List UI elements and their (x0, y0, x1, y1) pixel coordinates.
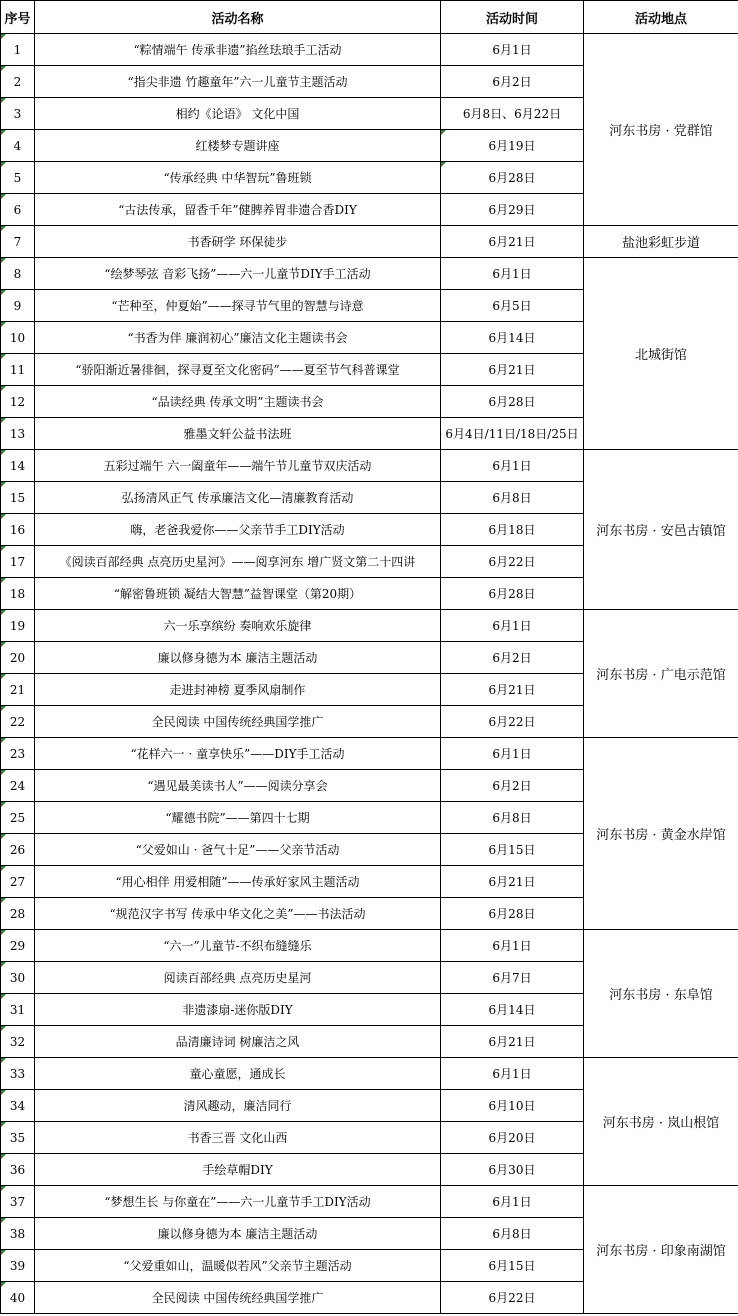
cell-activity-location: 河东书房 · 黄金水岸馆 (584, 738, 738, 930)
cell-activity-name: “指尖非遗 竹趣童年”六一儿童节主题活动 (35, 66, 441, 98)
cell-activity-name: “父爱重如山，温暖似若风”父亲节主题活动 (35, 1250, 441, 1282)
header-row (1, 1, 738, 34)
cell-no: 12 (1, 386, 35, 418)
cell-activity-location: 河东书房 · 东阜馆 (584, 930, 738, 1058)
cell-activity-date: 6月1日 (441, 610, 584, 642)
cell-activity-date: 6月21日 (441, 674, 584, 706)
cell-no: 8 (1, 258, 35, 290)
cell-activity-name: 手绘草帽DIY (35, 1154, 441, 1186)
cell-no: 6 (1, 194, 35, 226)
table-row (1, 930, 738, 962)
cell-activity-name: “规范汉字书写 传承中华文化之美”——书法活动 (35, 898, 441, 930)
cell-no: 24 (1, 770, 35, 802)
header-date: 活动时间 (441, 1, 584, 34)
cell-activity-date: 6月1日 (441, 1058, 584, 1090)
cell-activity-location: 河东书房 · 党群馆 (584, 34, 738, 226)
cell-no: 13 (1, 418, 35, 450)
cell-no: 10 (1, 322, 35, 354)
cell-activity-date: 6月29日 (441, 194, 584, 226)
cell-activity-date: 6月1日 (441, 1186, 584, 1218)
cell-no: 15 (1, 482, 35, 514)
cell-activity-location: 河东书房 · 广电示范馆 (584, 610, 738, 738)
cell-no: 9 (1, 290, 35, 322)
table-row (1, 1186, 738, 1218)
cell-activity-name: “骄阳渐近暑徘徊，探寻夏至文化密码”——夏至节气科普课堂 (35, 354, 441, 386)
cell-activity-location: 盐池彩虹步道 (584, 226, 738, 258)
cell-activity-date: 6月8日 (441, 482, 584, 514)
cell-activity-name: 非遗漆扇-迷你版DIY (35, 994, 441, 1026)
cell-activity-date: 6月1日 (441, 738, 584, 770)
cell-no: 3 (1, 98, 35, 130)
cell-activity-date: 6月21日 (441, 866, 584, 898)
cell-no: 14 (1, 450, 35, 482)
cell-activity-name: 走进封神榜 夏季风扇制作 (35, 674, 441, 706)
cell-activity-name: “耀德书院”——第四十七期 (35, 802, 441, 834)
cell-no: 29 (1, 930, 35, 962)
cell-activity-date: 6月4日/11日/18日/25日 (441, 418, 584, 450)
cell-activity-name: “绘梦琴弦 音彩飞扬”——六一儿童节DIY手工活动 (35, 258, 441, 290)
cell-activity-date: 6月8日 (441, 802, 584, 834)
cell-activity-name: “解密鲁班锁 凝结大智慧”益智课堂（第20期） (35, 578, 441, 610)
cell-activity-date: 6月28日 (441, 578, 584, 610)
cell-no: 18 (1, 578, 35, 610)
cell-no: 32 (1, 1026, 35, 1058)
cell-activity-date: 6月2日 (441, 770, 584, 802)
cell-activity-date: 6月18日 (441, 514, 584, 546)
table-row (1, 258, 738, 290)
cell-activity-name: “品读经典 传承文明”主题读书会 (35, 386, 441, 418)
cell-no: 34 (1, 1090, 35, 1122)
cell-activity-name: “古法传承，留香千年”健脾养胃非遗合香DIY (35, 194, 441, 226)
cell-activity-name: 五彩过端午 六一阖童年——端午节儿童节双庆活动 (35, 450, 441, 482)
cell-activity-date: 6月1日 (441, 930, 584, 962)
cell-no: 38 (1, 1218, 35, 1250)
cell-activity-date: 6月22日 (441, 1282, 584, 1314)
cell-no: 37 (1, 1186, 35, 1218)
activity-rows (1, 34, 738, 1314)
table-row (1, 738, 738, 770)
cell-activity-date: 6月5日 (441, 290, 584, 322)
cell-activity-date: 6月21日 (441, 1026, 584, 1058)
cell-activity-name: 廉以修身德为本 廉洁主题活动 (35, 642, 441, 674)
cell-no: 26 (1, 834, 35, 866)
cell-activity-name: 雅墨文轩公益书法班 (35, 418, 441, 450)
cell-no: 2 (1, 66, 35, 98)
cell-activity-location: 河东书房 · 印象南湖馆 (584, 1186, 738, 1314)
cell-activity-date: 6月28日 (441, 386, 584, 418)
cell-no: 27 (1, 866, 35, 898)
cell-no: 35 (1, 1122, 35, 1154)
cell-no: 4 (1, 130, 35, 162)
cell-activity-name: 《阅读百部经典 点亮历史星河》——阅享河东 增广贤文第二十四讲 (35, 546, 441, 578)
cell-no: 30 (1, 962, 35, 994)
cell-no: 20 (1, 642, 35, 674)
cell-activity-date: 6月2日 (441, 66, 584, 98)
cell-no: 7 (1, 226, 35, 258)
cell-no: 33 (1, 1058, 35, 1090)
cell-activity-name: 六一乐享缤纷 奏响欢乐旋律 (35, 610, 441, 642)
cell-no: 16 (1, 514, 35, 546)
cell-activity-date: 6月22日 (441, 546, 584, 578)
cell-no: 21 (1, 674, 35, 706)
cell-activity-date: 6月2日 (441, 642, 584, 674)
cell-activity-name: 嗨，老爸我爱你——父亲节手工DIY活动 (35, 514, 441, 546)
cell-activity-date: 6月1日 (441, 450, 584, 482)
cell-activity-date: 6月8日 (441, 1218, 584, 1250)
cell-activity-date: 6月28日 (441, 898, 584, 930)
cell-activity-name: “六一”儿童节-不织布缝缝乐 (35, 930, 441, 962)
cell-activity-name: “用心相伴 用爱相随”——传承好家风主题活动 (35, 866, 441, 898)
cell-activity-location: 北城街馆 (584, 258, 738, 450)
cell-activity-name: 品清廉诗词 树廉洁之风 (35, 1026, 441, 1058)
cell-activity-name: 童心童愿，通成长 (35, 1058, 441, 1090)
cell-activity-name: “花样六一 · 童享快乐”——DIY手工活动 (35, 738, 441, 770)
cell-activity-date: 6月21日 (441, 226, 584, 258)
cell-activity-name: 红楼梦专题讲座 (35, 130, 441, 162)
table-row (1, 34, 738, 66)
cell-no: 39 (1, 1250, 35, 1282)
cell-activity-date: 6月15日 (441, 834, 584, 866)
cell-activity-name: “梦想生长 与你童在”——六一儿童节手工DIY活动 (35, 1186, 441, 1218)
cell-activity-name: 弘扬清风正气 传承廉洁文化—清廉教育活动 (35, 482, 441, 514)
cell-activity-date: 6月30日 (441, 1154, 584, 1186)
cell-activity-name: 全民阅读 中国传统经典国学推广 (35, 1282, 441, 1314)
cell-no: 36 (1, 1154, 35, 1186)
table-row (1, 610, 738, 642)
cell-no: 5 (1, 162, 35, 194)
cell-activity-name: “遇见最美读书人”——阅读分享会 (35, 770, 441, 802)
cell-activity-date: 6月20日 (441, 1122, 584, 1154)
cell-activity-name: 清风趣动，廉洁同行 (35, 1090, 441, 1122)
cell-activity-name: 全民阅读 中国传统经典国学推广 (35, 706, 441, 738)
header-name: 活动名称 (35, 1, 441, 34)
cell-activity-name: “粽情端午 传承非遗”掐丝珐琅手工活动 (35, 34, 441, 66)
cell-activity-location: 河东书房 · 安邑古镇馆 (584, 450, 738, 610)
cell-no: 11 (1, 354, 35, 386)
cell-activity-date: 6月14日 (441, 994, 584, 1026)
cell-no: 19 (1, 610, 35, 642)
cell-no: 25 (1, 802, 35, 834)
cell-no: 23 (1, 738, 35, 770)
cell-activity-date: 6月14日 (441, 322, 584, 354)
cell-activity-name: “芒种至，仲夏始”——探寻节气里的智慧与诗意 (35, 290, 441, 322)
cell-no: 1 (1, 34, 35, 66)
cell-no: 17 (1, 546, 35, 578)
cell-activity-date: 6月1日 (441, 258, 584, 290)
cell-activity-name: “父爱如山 · 爸气十足”——父亲节活动 (35, 834, 441, 866)
cell-no: 40 (1, 1282, 35, 1314)
cell-activity-location: 河东书房 · 岚山根馆 (584, 1058, 738, 1186)
cell-activity-date: 6月15日 (441, 1250, 584, 1282)
cell-activity-date: 6月1日 (441, 34, 584, 66)
header-location: 活动地点 (584, 1, 738, 34)
table-row (1, 226, 738, 258)
cell-activity-name: 阅读百部经典 点亮历史星河 (35, 962, 441, 994)
cell-activity-date: 6月8日、6月22日 (441, 98, 584, 130)
cell-no: 28 (1, 898, 35, 930)
cell-activity-date: 6月22日 (441, 706, 584, 738)
cell-activity-name: 廉以修身德为本 廉洁主题活动 (35, 1218, 441, 1250)
table-row (1, 450, 738, 482)
cell-activity-name: 相约《论语》 文化中国 (35, 98, 441, 130)
cell-activity-date: 6月10日 (441, 1090, 584, 1122)
cell-activity-date: 6月28日 (441, 162, 584, 194)
cell-activity-date: 6月21日 (441, 354, 584, 386)
cell-activity-date: 6月7日 (441, 962, 584, 994)
cell-activity-name: 书香三晋 文化山西 (35, 1122, 441, 1154)
cell-no: 22 (1, 706, 35, 738)
cell-no: 31 (1, 994, 35, 1026)
table-row (1, 1058, 738, 1090)
cell-activity-date: 6月19日 (441, 130, 584, 162)
cell-activity-name: “传承经典 中华智玩”鲁班锁 (35, 162, 441, 194)
header-no: 序号 (1, 1, 35, 34)
cell-activity-name: “书香为伴 廉润初心”廉洁文化主题读书会 (35, 322, 441, 354)
cell-activity-name: 书香研学 环保徒步 (35, 226, 441, 258)
